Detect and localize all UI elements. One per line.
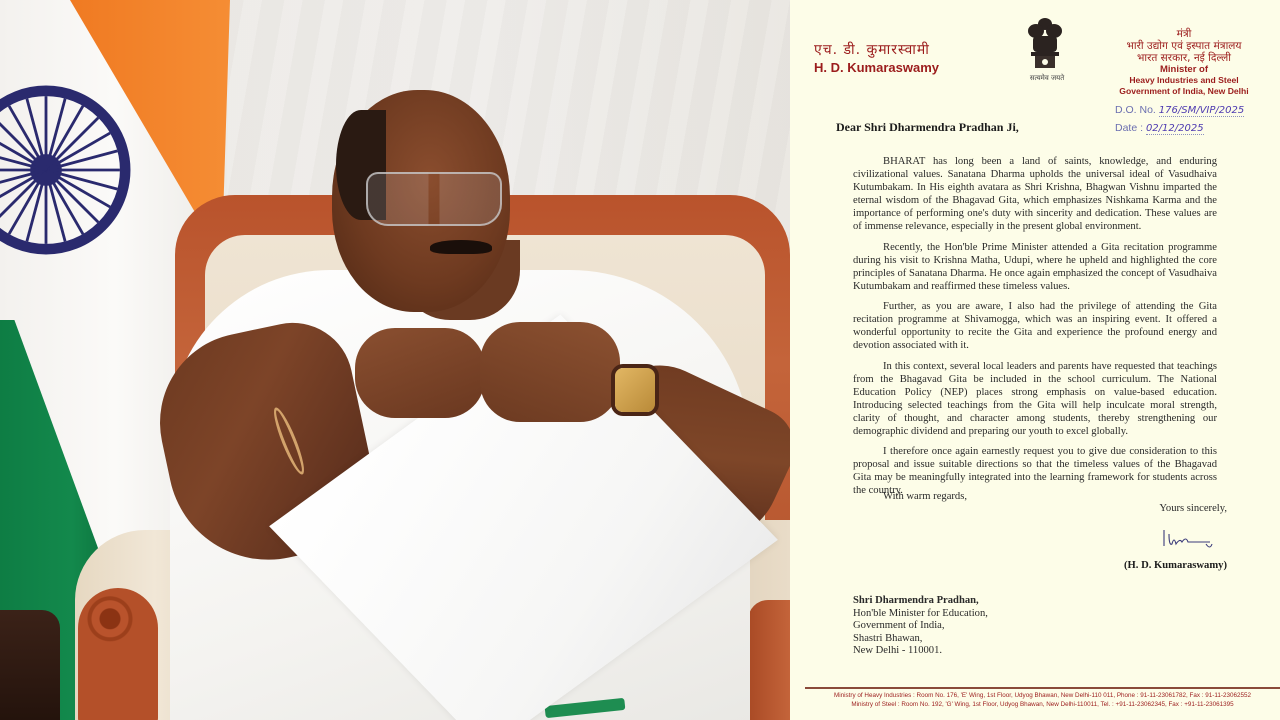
sender-name-hindi: एच. डी. कुमारस्वामी <box>814 42 930 58</box>
ministry-english: Heavy Industries and Steel <box>1129 75 1239 85</box>
footer-address-steel: Ministry of Steel : Room No. 192, 'G' Wing, 1st Floor, Udyog Bhawan, New Delhi-110011, Tel. : +91-11-23062345, Fax : +91-11-23061395 <box>851 701 1234 708</box>
addressee-line: Hon'ble Minister for Education, <box>853 607 988 619</box>
addressee-line: New Delhi - 110001. <box>853 645 943 657</box>
date-value: 02/12/2025 <box>1145 123 1204 134</box>
closing: With warm regards, <box>883 491 967 502</box>
addressee-line: Shastri Bhawan, <box>853 632 923 644</box>
side-table <box>0 610 60 720</box>
armchair-scroll-left <box>78 588 158 720</box>
emblem-motto: सत्यमेव जयते <box>1029 74 1065 82</box>
right-hand <box>480 322 620 422</box>
title-hindi: मंत्री <box>1176 28 1192 40</box>
state-emblem-icon <box>1023 14 1067 72</box>
sender-name-english: H. D. Kumaraswamy <box>814 60 939 75</box>
letter-footer <box>805 691 1280 709</box>
ashoka-chakra-icon <box>0 82 134 258</box>
paragraph: In this context, several local leaders and parents have requested that teachings from the Bhagavad Gita be included in the school curriculum. The National Education Policy (NEP) places strong emphasis on value-based education. Introducing selected teachings from the Gita will help inculcate moral strength, clarity of thought, and character among students, thereby strengthening our demographic dividend and preparing our youth to excel globally. <box>853 360 1217 437</box>
government-english: Government of India, New Delhi <box>1119 86 1249 96</box>
salutation: Dear Shri Dharmendra Pradhan Ji, <box>836 120 1019 134</box>
footer-address-heavy-industries: Ministry of Heavy Industries : Room No. 176, 'E' Wing, 1st Floor, Udyog Bhawan, New Delhi-110 011, Phone : 91-11-23061782, Fax : 91-11-23062552 <box>833 692 1252 699</box>
letter-panel <box>790 0 1280 720</box>
mustache <box>430 240 492 254</box>
addressee-name: Shri Dharmendra Pradhan, <box>853 595 979 606</box>
armchair-scroll-right <box>748 600 790 720</box>
date-label: Date : <box>1115 122 1144 134</box>
letterhead-ministry <box>1096 28 1272 97</box>
paragraph: I therefore once again earnestly request you to give due consideration to this proposal and issue suitable directions so that the timeless values of the Bhagavad Gita may be meaningfully integrated into the learning framework for students across the country. <box>853 446 1217 496</box>
do-number <box>1115 104 1244 116</box>
signatory-name: (H. D. Kumaraswamy) <box>1124 560 1227 571</box>
wristwatch-icon <box>615 368 655 412</box>
signature-icon <box>1160 526 1220 552</box>
do-label: D.O. No. <box>1115 104 1156 116</box>
ministry-hindi: भारी उद्योग एवं इस्पात मंत्रालय <box>1126 40 1242 52</box>
glasses-icon <box>366 172 502 226</box>
footer-divider <box>805 687 1280 689</box>
do-value: 176/SM/VIP/2025 <box>1158 105 1245 116</box>
addressee-line: Government of India, <box>853 620 945 632</box>
government-hindi: भारत सरकार, नई दिल्ली <box>1136 52 1232 64</box>
valediction: Yours sincerely, <box>1159 503 1227 514</box>
addressee-block <box>853 595 988 658</box>
letter-date <box>1115 122 1204 134</box>
title-english: Minister of <box>1159 64 1209 75</box>
paragraph: Recently, the Hon'ble Prime Minister attended a Gita recitation programme during his visit to Krishna Matha, Udupi, where he upheld and highlighted the core principles of Sanatana Dharma. He once again emphasized the concept of Vasudhaiva Kutumbakam and reaffirmed these timeless values. <box>853 241 1217 292</box>
paragraph: Further, as you are aware, I also had the privilege of attending the Gita recitation programme at Shivamogga, which was an inspiring event. It offered a wonderful opportunity to recite the Gita and experience the profound energy and devotion associated with it. <box>853 301 1217 351</box>
left-hand <box>355 328 485 418</box>
letterhead-sender <box>814 40 939 75</box>
letter-body <box>853 155 1217 505</box>
paragraph: BHARAT has long been a land of saints, knowledge, and enduring civilizational values. Sanatana Dharma upholds the universal ideal of Vasudhaiva Kutumbakam. In His eighth avatara as Shri Krishna, Bhagwan Vishnu imparted the eternal wisdom of the Bhagavad Gita, which emphasizes Nishkama Karma and the importance of performing one's duty with sincerity and dedication. These values are of immense relevance, especially in the present global environment. <box>853 156 1217 232</box>
